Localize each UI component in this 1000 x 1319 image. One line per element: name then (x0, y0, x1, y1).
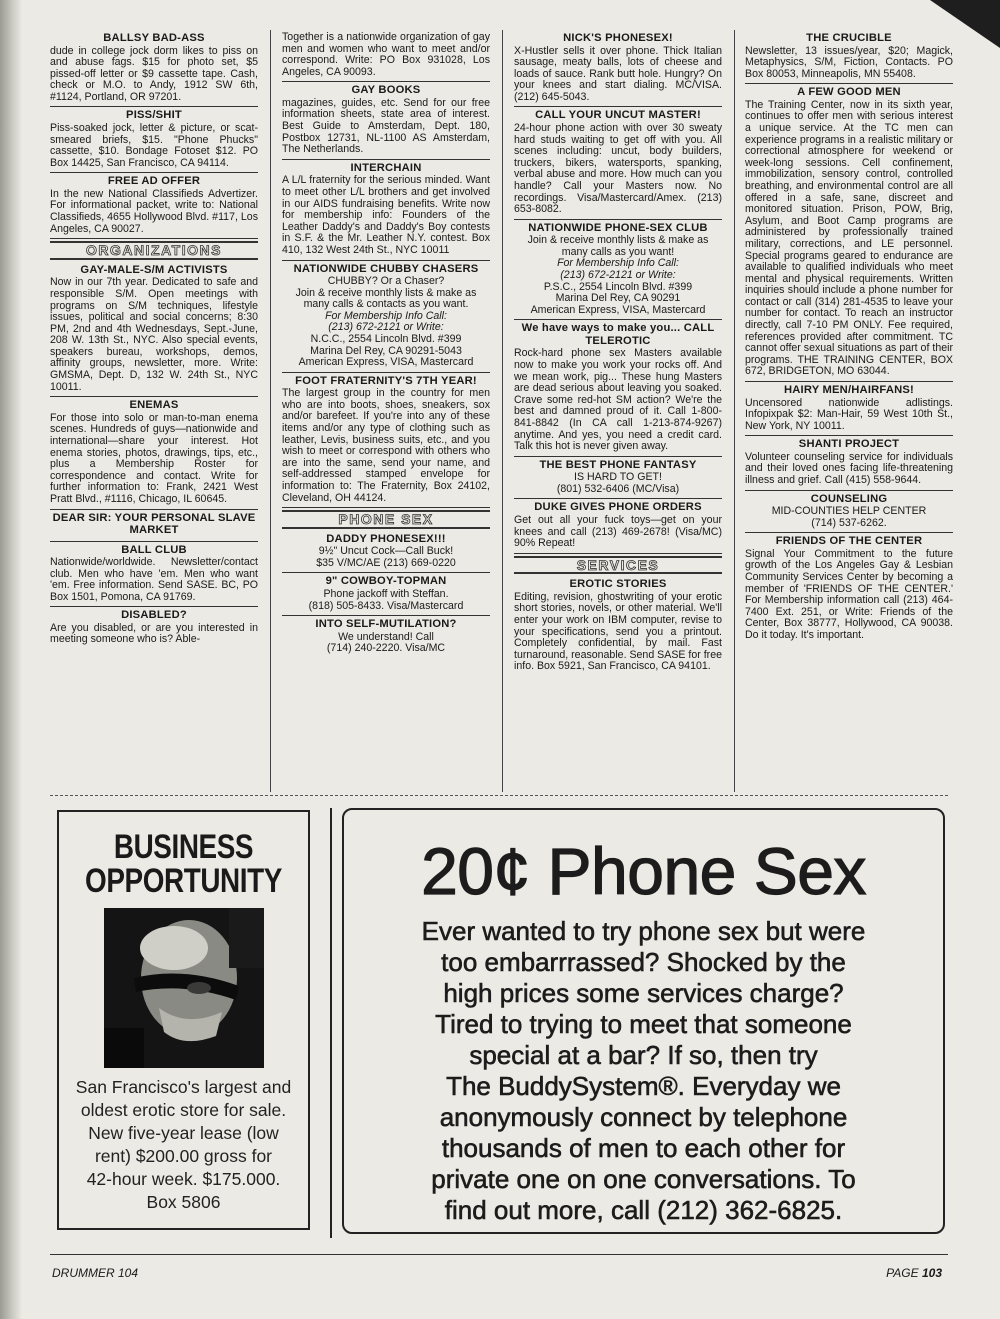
classified-ad (50, 510, 258, 542)
classified-ad (745, 491, 953, 534)
ad-heading: SHANTI PROJECT (798, 438, 900, 451)
ad-body-text: magazines, guides, etc. Send for our free information sheets, state area of interest. Best Guide to Amsterdam, Dept. 180, Postbox 12731, NL-1100 AS Amsterdam, The Netherlands. (282, 96, 490, 156)
ad-text-line: high prices some services charge? (443, 978, 844, 1008)
classified-ad (514, 576, 722, 676)
classified-ad (745, 84, 953, 382)
section-heading (50, 241, 258, 260)
ad-body-text: Newsletter, 13 issues/year, $20; Magick, Metaphysics, S/M, Fiction, Contacts. PO Box 80053, Minneapolis, MN 55408. (745, 44, 953, 80)
ad-line: Join & receive monthly lists & make as many calls & contacts as you want. (295, 286, 477, 311)
classified-ad (514, 320, 722, 456)
ad-heading: 9" COWBOY-TOPMAN (325, 575, 447, 588)
ad-heading: FRIENDS OF THE CENTER (775, 535, 923, 548)
ad-heading: EROTIC STORIES (569, 578, 667, 591)
classifieds-column-1 (50, 30, 258, 790)
ad-line: Phone jackoff with Steffan. (323, 587, 449, 600)
ad-heading: HAIRY MEN/HAIRFANS! (784, 384, 914, 397)
classified-ad (514, 457, 722, 500)
ad-text-line: private one on one conversations. To (431, 1164, 856, 1194)
ad-line: (714) 240-2220. Visa/MC (326, 642, 446, 655)
ad-heading: THE BEST PHONE FANTASY (539, 458, 697, 471)
ad-title-line: BUSINESS (113, 828, 254, 866)
business-opportunity-text (59, 1076, 308, 1214)
classified-ad (745, 436, 953, 490)
ad-line: 9½" Uncut Cock—Call Buck! (318, 545, 454, 558)
ad-body-text: Nationwide/worldwide. Newsletter/contact club. Men who have 'em. Men who want 'em. Free information. Send SASE. BC, PO Box 1501, Pomona, CA 91769. (50, 556, 258, 603)
page-number-value: 103 (921, 1266, 942, 1280)
classified-ad (514, 107, 722, 219)
classified-ad (50, 542, 258, 608)
ad-text-line: The BuddySystem®. Everyday we (446, 1071, 841, 1101)
ad-line: N.C.C., 2554 Lincoln Blvd. #399 (310, 332, 462, 345)
ad-photo-graphic (104, 908, 264, 1068)
ad-text-line: 42-hour week. $175.000. (86, 1169, 281, 1189)
ad-line: Join & receive monthly lists & make as many calls as you want! (527, 234, 709, 258)
section-heading-text: PHONE SEX (338, 511, 434, 528)
ad-text-line: anonymously connect by telephone (439, 1102, 848, 1132)
ad-body-text: Rock-hard phone sex Masters available now to make you work your rocks off. And we mean work, pig... These hung Masters are dead serious about leaving you soaked. Crave some red-hot SM action? We're the best and damned proud of it. Call 1-800-841-8842 (In CA call 1-213-874-9267) anytime. And yes, you need a credit card. Talk this hot is never given away. (514, 347, 722, 453)
classified-ad (514, 220, 722, 321)
ad-line: MID-COUNTIES HELP CENTER (771, 505, 927, 518)
classified-ad (50, 107, 258, 173)
ad-line: $35 V/MC/AE (213) 669-0220 (316, 556, 456, 569)
ad-line: We understand! Call (338, 630, 434, 643)
classified-ad (282, 373, 490, 508)
column-divider (270, 30, 271, 792)
classified-ad (282, 531, 490, 574)
ad-heading: FOOT FRATERNITY'S 7TH YEAR! (295, 374, 477, 387)
ad-body-text: Volunteer counseling service for individuals and their loved ones facing life-threatening illness and grief. Call (415) 558-9644. (745, 450, 953, 486)
section-heading-text: ORGANIZATIONS (86, 242, 222, 259)
ad-heading: BALL CLUB (121, 543, 187, 556)
ad-body-text: Now in our 7th year. Dedicated to safe and responsible S/M. Open meetings with programs on S/M techniques, lifestyle issues, political and social concerns; 8:30 PM, 2nd and 4th Wednesdays, Sept.-June, 208 W. 13th St., NYC. Also special events, speakers bureau, workshops, demos, affinity groups, newsletter, more. Write: GMSMA, Dept. D, 132 W. 24th St., NYC 10011. (50, 276, 258, 393)
ad-body-text: A L/L fraternity for the serious minded. Want to meet other L/L brothers and get involved in our AIDS fundraising benefits. Write now for membership info: Founders of the Leather Daddy's and Daddy's Boy contests in S.F. & the Mr. Leather N.Y. contest. Box 410, 132 West 24th St., NYC 10011 (282, 174, 490, 256)
ad-line: (213) 672-2121 or Write: (560, 269, 676, 281)
ad-heading: PISS/SHIT (126, 109, 182, 122)
ad-line: CHUBBY? Or a Chaser? (327, 275, 445, 287)
business-opportunity-ad (57, 810, 310, 1230)
classifieds-column-4 (745, 30, 953, 790)
ad-heading: DADDY PHONESEX!!! (326, 532, 446, 545)
ad-body-text: Editing, revision, ghostwriting of your erotic short stories, novels, or other material. We'll enter your work on IBM computer, revise to your specifications, send you a printout. Completely confidential, by mail. Fast turnaround, reasonable. Send SASE for free info. Box 5921, San Francisco, CA 94101. (514, 590, 722, 673)
ad-text-line: oldest erotic store for sale. (80, 1100, 287, 1120)
ad-text-line: Ever wanted to try phone sex but were (421, 916, 866, 946)
ad-body-text: Uncensored nationwide adlistings. Infopixpak $2: Man-Hair, 59 West 10th St., New York, NY 10011. (745, 396, 953, 432)
classified-ad (282, 261, 490, 373)
ad-text-line: Tired to trying to meet that someone (435, 1009, 852, 1039)
ad-heading: A FEW GOOD MEN (797, 86, 901, 99)
classified-ad (282, 82, 490, 159)
ad-line: For Membership Info Call: (557, 257, 679, 270)
ad-heading: GAY-MALE-S/M ACTIVISTS (80, 263, 228, 276)
classified-ad (745, 533, 953, 644)
ad-photo (104, 908, 264, 1068)
phone-sex-ad-title: 20¢ Phone Sex (421, 834, 866, 908)
column-divider (734, 30, 735, 792)
classified-ad (282, 160, 490, 261)
ad-heading: NICK'S PHONESEX! (563, 32, 673, 44)
business-opportunity-title (81, 830, 285, 898)
ad-line: IS HARD TO GET! (574, 471, 662, 484)
ad-body-text: Piss-soaked jock, letter & picture, or scat-smeared briefs, $15. "Phone Phucks" cassette, $10. Bondage Fotoset $12. PO Box 14425, San Francisco, CA 94114. (50, 121, 258, 169)
ad-heading: DUKE GIVES PHONE ORDERS (534, 501, 702, 514)
ad-text-line: rent) $200.00 gross for (94, 1146, 273, 1166)
classified-ad (282, 30, 490, 82)
ad-body-text: X-Hustler sells it over phone. Thick Italian sausage, meaty balls, lots of cheese and loads of sauce. Rank butt hole. Hungry? On your knees and start dialing. MC/VISA. (212) 645-5043. (514, 44, 722, 103)
ad-text-line: San Francisco's largest and (75, 1077, 292, 1097)
ad-body-text: Together is a nationwide organization of gay men and women who want to meet and/or correspond. Write: PO Box 931028, Los Angeles, CA 90093. (282, 31, 490, 78)
ad-body-text: dude in college jock dorm likes to piss on and abuse fags. $15 for photo set, $5 pissed-off letter or $9 cassette tape. Cash, check or M.O. to Andy, 1912 SW 6th, #1124, Portland, OR 97201. (50, 44, 258, 103)
ad-heading: FREE AD OFFER (107, 175, 201, 188)
ad-line: American Express, VISA, Mastercard (298, 356, 474, 369)
ad-body-text: Signal Your Commitment to the future growth of the Los Angeles Gay & Lesbian Community Services Center by becoming a member of 'FRIENDS OF THE CENTER.' For Membership information call (213) 464-7400 Ext. 251, or Write: Friends of the Center, Box 38777, Hollywood, CA 90038. Do it today. It's important. (745, 547, 953, 641)
ad-heading: INTO SELF-MUTILATION? (315, 618, 457, 631)
ad-heading: We have ways to make you... CALL TELEROTIC (521, 322, 715, 347)
ad-line: Marina Del Rey, CA 90291 (555, 292, 681, 305)
phone-sex-ad (342, 808, 945, 1234)
phone-sex-ad-text (362, 916, 925, 1226)
ad-text-line: special at a bar? If so, then try (469, 1040, 818, 1070)
classified-ad (514, 499, 722, 553)
magazine-issue: DRUMMER 104 (52, 1266, 139, 1280)
ad-line: American Express, VISA, Mastercard (530, 303, 706, 316)
ad-title-line: OPPORTUNITY (85, 862, 282, 900)
ad-body-text: Get out all your fuck toys—get on your knees and call (213) 469-2678! (Visa/MC) 90% Repeat! (514, 513, 722, 550)
ad-heading: COUNSELING (810, 492, 888, 505)
classified-ad (745, 382, 953, 436)
ad-body-text: In the new National Classifieds Advertizer. For informational packet, write to: National Classifieds, 4655 Hollywood Blvd. #117, Los Angeles, CA 90027. (50, 187, 258, 235)
ad-text-line: too embarrrassed? Shocked by the (441, 947, 846, 977)
ad-heading: CALL YOUR UNCUT MASTER! (535, 109, 701, 122)
classified-ad (50, 173, 258, 239)
ad-line: (801) 532-6406 (MC/Visa) (556, 482, 680, 495)
footer-rule (50, 1254, 948, 1255)
classifieds-column-2 (282, 30, 490, 790)
ad-heading: DEAR SIR: YOUR PERSONAL SLAVE MARKET (52, 511, 256, 536)
classified-ad (282, 573, 490, 616)
ad-heading: DISABLED? (121, 609, 187, 622)
classified-ad (50, 30, 258, 107)
ad-text-line: find out more, call (212) 362-6825. (444, 1195, 843, 1225)
classified-ad (50, 607, 258, 649)
ad-line: (213) 672-2121 or Write: (328, 321, 444, 334)
ad-heading: BALLSY BAD-ASS (103, 32, 205, 44)
ad-line: P.S.C., 2554 Lincoln Blvd. #399 (543, 280, 693, 293)
ad-line: (714) 537-6262. (811, 516, 887, 529)
page-binding-edge (0, 0, 22, 1319)
ad-body-text: The Training Center, now in its sixth year, continues to offer men with serious interest a unique service. At the TC men can experience programs in a realistic military or correctional atmosphere for weekend or week-long sessions. Cell confinement, immobilization, sensory control, controlled breathing, and environmental control are all offered in a safe, sane, discreet and monitored situation. Prison, POW, Brig, Asylum, and Boot Camp programs are administered by professionally trained military, corrections, and LE personnel. Special programs geared to endurance are available to qualified individuals who meet mental and physical requirements. Written inquiries should include a phone number for contact or call (314) 281-4535 to leave your number for contact. To reach an instructor directly, call 7-10 PM ONLY. Fee required, references provided after commitment. TC cannot offer sexual situations as part of their programs. THE TRAINING CENTER, BOX 672, BRIDGETON, MO 63044. (745, 98, 953, 378)
ad-text-line: thousands of men to each other for (441, 1133, 846, 1163)
classified-ad (745, 30, 953, 84)
ad-heading: NATIONWIDE CHUBBY CHASERS (293, 262, 479, 275)
ad-heading: INTERCHAIN (350, 161, 422, 174)
ad-line: Marina Del Rey, CA 90291-5043 (310, 344, 462, 357)
ad-body-text: 24-hour phone action with over 30 sweaty hard studs waiting to get off with you. All scenes including: uncut, body builders, truckers, bikers, watersports, spanking, verbal abuse and more. How much can you handle? Call your Masters now. No recordings. Visa/Mastercard/Amex. (213) 653-8082. (514, 121, 722, 216)
ad-heading: THE CRUCIBLE (806, 32, 892, 44)
classified-ad (50, 397, 258, 509)
classified-ad (50, 262, 258, 397)
column-divider (502, 30, 503, 792)
ad-text-line: New five-year lease (low (88, 1123, 279, 1143)
ad-heading: NATIONWIDE PHONE-SEX CLUB (528, 221, 708, 234)
page-number (886, 1266, 942, 1280)
classifieds-bottom-rule (50, 795, 948, 796)
section-heading-text: SERVICES (576, 556, 660, 573)
classifieds-column-3 (514, 30, 722, 790)
ad-line: (818) 505-8433. Visa/Mastercard (308, 599, 464, 612)
classified-ad (282, 616, 490, 658)
ad-body-text: For those into solo or man-to-man enema scenes. Hundreds of guys—nationwide and international—share your interest. Hot enema stories, photos, drawings, tips, etc., plus a Membership Roster for correspondence and contact. Write for further information to: Frank, 2421 West Pratt Blvd., #1116, Chicago, IL 60645. (50, 411, 258, 505)
ad-text-line: Box 5806 (146, 1192, 221, 1212)
classified-ad (514, 30, 722, 107)
page-label: PAGE (886, 1266, 919, 1280)
ad-body-text: Are you disabled, or are you interested in meeting someone who is? Able- (50, 621, 258, 646)
ad-divider (330, 808, 332, 1238)
section-heading (282, 510, 490, 529)
ad-heading: GAY BOOKS (351, 84, 421, 97)
ad-body-text: The largest group in the country for men who are into boots, shoes, sneakers, sox and/or barefeet. If you're into any of these items and/or any type of clothing such as leather, Levis, business suits, etc., and you wish to meet or correspond with others who are into the same, send your name, and self-addressed stamped envelope for information to: The Fraternity, Box 24102, Cleveland, OH 44124. (282, 387, 490, 504)
ad-heading: ENEMAS (129, 399, 179, 412)
ad-line: For Membership Info Call: (325, 309, 447, 322)
section-heading (514, 556, 722, 575)
